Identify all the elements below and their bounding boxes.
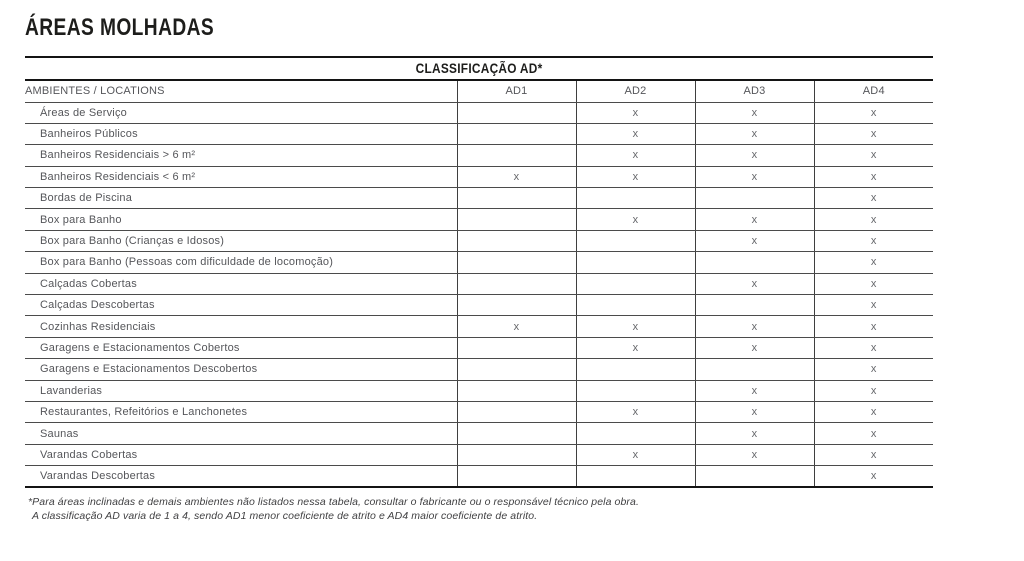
- footnote-line-1: *Para áreas inclinadas e demais ambientes não listados nessa tabela, consultar o fabricante ou o responsável técnico pela obra.: [28, 496, 639, 509]
- ad4-mark-cell: x: [814, 102, 933, 123]
- row-label: Garagens e Estacionamentos Cobertos: [25, 337, 457, 358]
- row-label: Restaurantes, Refeitórios e Lanchonetes: [25, 401, 457, 422]
- column-header-ambientes: AMBIENTES / LOCATIONS: [25, 80, 457, 102]
- row-label: Banheiros Residenciais > 6 m²: [25, 145, 457, 166]
- ad2-mark-cell: x: [576, 145, 695, 166]
- row-label: Box para Banho (Crianças e Idosos): [25, 230, 457, 251]
- table-row: [25, 444, 933, 465]
- ad1-mark-cell: [457, 359, 576, 380]
- row-label: Varandas Cobertas: [25, 444, 457, 465]
- table-row: [25, 123, 933, 144]
- ad4-mark-cell: x: [814, 359, 933, 380]
- ad3-mark-cell: [695, 188, 814, 209]
- classification-header-cell: [25, 57, 933, 80]
- ad4-mark-cell: x: [814, 209, 933, 230]
- table-row: [25, 337, 933, 358]
- ad4-mark-cell: x: [814, 166, 933, 187]
- ad1-mark-cell: [457, 102, 576, 123]
- ad2-mark-cell: [576, 273, 695, 294]
- ad3-mark-cell: [695, 466, 814, 487]
- table-row: [25, 295, 933, 316]
- ad4-mark-cell: x: [814, 444, 933, 465]
- ad4-mark-cell: x: [814, 337, 933, 358]
- row-label: Varandas Descobertas: [25, 466, 457, 487]
- ad2-mark-cell: x: [576, 401, 695, 422]
- table-row: [25, 401, 933, 422]
- ad4-mark-cell: x: [814, 145, 933, 166]
- ad3-mark-cell: x: [695, 166, 814, 187]
- ad1-mark-cell: [457, 423, 576, 444]
- table-row: [25, 359, 933, 380]
- page-title: [25, 12, 1024, 44]
- ad3-mark-cell: x: [695, 423, 814, 444]
- ad1-mark-cell: [457, 337, 576, 358]
- table-row: [25, 230, 933, 251]
- ad1-mark-cell: x: [457, 166, 576, 187]
- ad4-mark-cell: x: [814, 252, 933, 273]
- row-label: Banheiros Públicos: [25, 123, 457, 144]
- ad1-mark-cell: [457, 230, 576, 251]
- classification-header-label: CLASSIFICAÇÃO AD*: [415, 61, 543, 76]
- ad1-mark-cell: [457, 209, 576, 230]
- table-row: [25, 145, 933, 166]
- table-row: [25, 166, 933, 187]
- ad1-mark-cell: [457, 273, 576, 294]
- ad2-mark-cell: x: [576, 316, 695, 337]
- ad4-mark-cell: x: [814, 273, 933, 294]
- row-label: Calçadas Cobertas: [25, 273, 457, 294]
- ad2-mark-cell: x: [576, 444, 695, 465]
- ad3-mark-cell: x: [695, 209, 814, 230]
- ad1-mark-cell: [457, 444, 576, 465]
- ad3-mark-cell: [695, 252, 814, 273]
- ad4-mark-cell: x: [814, 316, 933, 337]
- ad2-mark-cell: [576, 423, 695, 444]
- ad1-mark-cell: [457, 145, 576, 166]
- ad3-mark-cell: x: [695, 230, 814, 251]
- ad3-mark-cell: x: [695, 316, 814, 337]
- row-label: Saunas: [25, 423, 457, 444]
- ad1-mark-cell: [457, 295, 576, 316]
- ad4-mark-cell: x: [814, 230, 933, 251]
- ad2-mark-cell: x: [576, 102, 695, 123]
- ad3-mark-cell: x: [695, 337, 814, 358]
- table-row: [25, 273, 933, 294]
- column-header-ad4: AD4: [814, 80, 933, 102]
- ad3-mark-cell: [695, 295, 814, 316]
- ad3-mark-cell: x: [695, 444, 814, 465]
- ad4-mark-cell: x: [814, 123, 933, 144]
- ad4-mark-cell: x: [814, 188, 933, 209]
- ad2-mark-cell: [576, 252, 695, 273]
- ad2-mark-cell: x: [576, 123, 695, 144]
- table-row: [25, 209, 933, 230]
- footnote-line-2: A classificação AD varia de 1 a 4, sendo AD1 menor coeficiente de atrito e AD4 maior coeficiente de atrito.: [32, 510, 538, 523]
- row-label: Banheiros Residenciais < 6 m²: [25, 166, 457, 187]
- row-label: Bordas de Piscina: [25, 188, 457, 209]
- ad1-mark-cell: [457, 401, 576, 422]
- ad3-mark-cell: x: [695, 401, 814, 422]
- ad1-mark-cell: [457, 188, 576, 209]
- row-label: Box para Banho (Pessoas com dificuldade de locomoção): [25, 252, 457, 273]
- row-label: Cozinhas Residenciais: [25, 316, 457, 337]
- column-header-ad2: AD2: [576, 80, 695, 102]
- table-row: [25, 380, 933, 401]
- ad1-mark-cell: [457, 252, 576, 273]
- ad4-mark-cell: x: [814, 423, 933, 444]
- ad2-mark-cell: x: [576, 166, 695, 187]
- ad2-mark-cell: [576, 188, 695, 209]
- ad2-mark-cell: [576, 230, 695, 251]
- table-row: [25, 423, 933, 444]
- ad3-mark-cell: x: [695, 145, 814, 166]
- ad1-mark-cell: [457, 380, 576, 401]
- table-row: [25, 102, 933, 123]
- row-label: Áreas de Serviço: [25, 102, 457, 123]
- ad1-mark-cell: x: [457, 316, 576, 337]
- column-header-ad3: AD3: [695, 80, 814, 102]
- areas-molhadas-table: [25, 56, 933, 488]
- ad4-mark-cell: x: [814, 380, 933, 401]
- footnotes: [28, 495, 1024, 523]
- page-title-text: ÁREAS MOLHADAS: [25, 14, 215, 41]
- ad2-mark-cell: [576, 380, 695, 401]
- ad1-mark-cell: [457, 466, 576, 487]
- table-row: [25, 316, 933, 337]
- ad3-mark-cell: x: [695, 123, 814, 144]
- ad4-mark-cell: x: [814, 466, 933, 487]
- ad3-mark-cell: x: [695, 273, 814, 294]
- row-label: Garagens e Estacionamentos Descobertos: [25, 359, 457, 380]
- ad2-mark-cell: x: [576, 337, 695, 358]
- ad1-mark-cell: [457, 123, 576, 144]
- ad2-mark-cell: x: [576, 209, 695, 230]
- ad3-mark-cell: x: [695, 102, 814, 123]
- ad2-mark-cell: [576, 359, 695, 380]
- classification-header-row: [25, 57, 933, 80]
- column-header-ad1: AD1: [457, 80, 576, 102]
- row-label: Box para Banho: [25, 209, 457, 230]
- ad2-mark-cell: [576, 295, 695, 316]
- table-row: [25, 466, 933, 487]
- ad4-mark-cell: x: [814, 401, 933, 422]
- row-label: Lavanderias: [25, 380, 457, 401]
- table-row: [25, 252, 933, 273]
- column-header-row: [25, 80, 933, 102]
- ad3-mark-cell: [695, 359, 814, 380]
- table-body: [25, 102, 933, 487]
- ad3-mark-cell: x: [695, 380, 814, 401]
- row-label: Calçadas Descobertas: [25, 295, 457, 316]
- ad4-mark-cell: x: [814, 295, 933, 316]
- ad2-mark-cell: [576, 466, 695, 487]
- table-row: [25, 188, 933, 209]
